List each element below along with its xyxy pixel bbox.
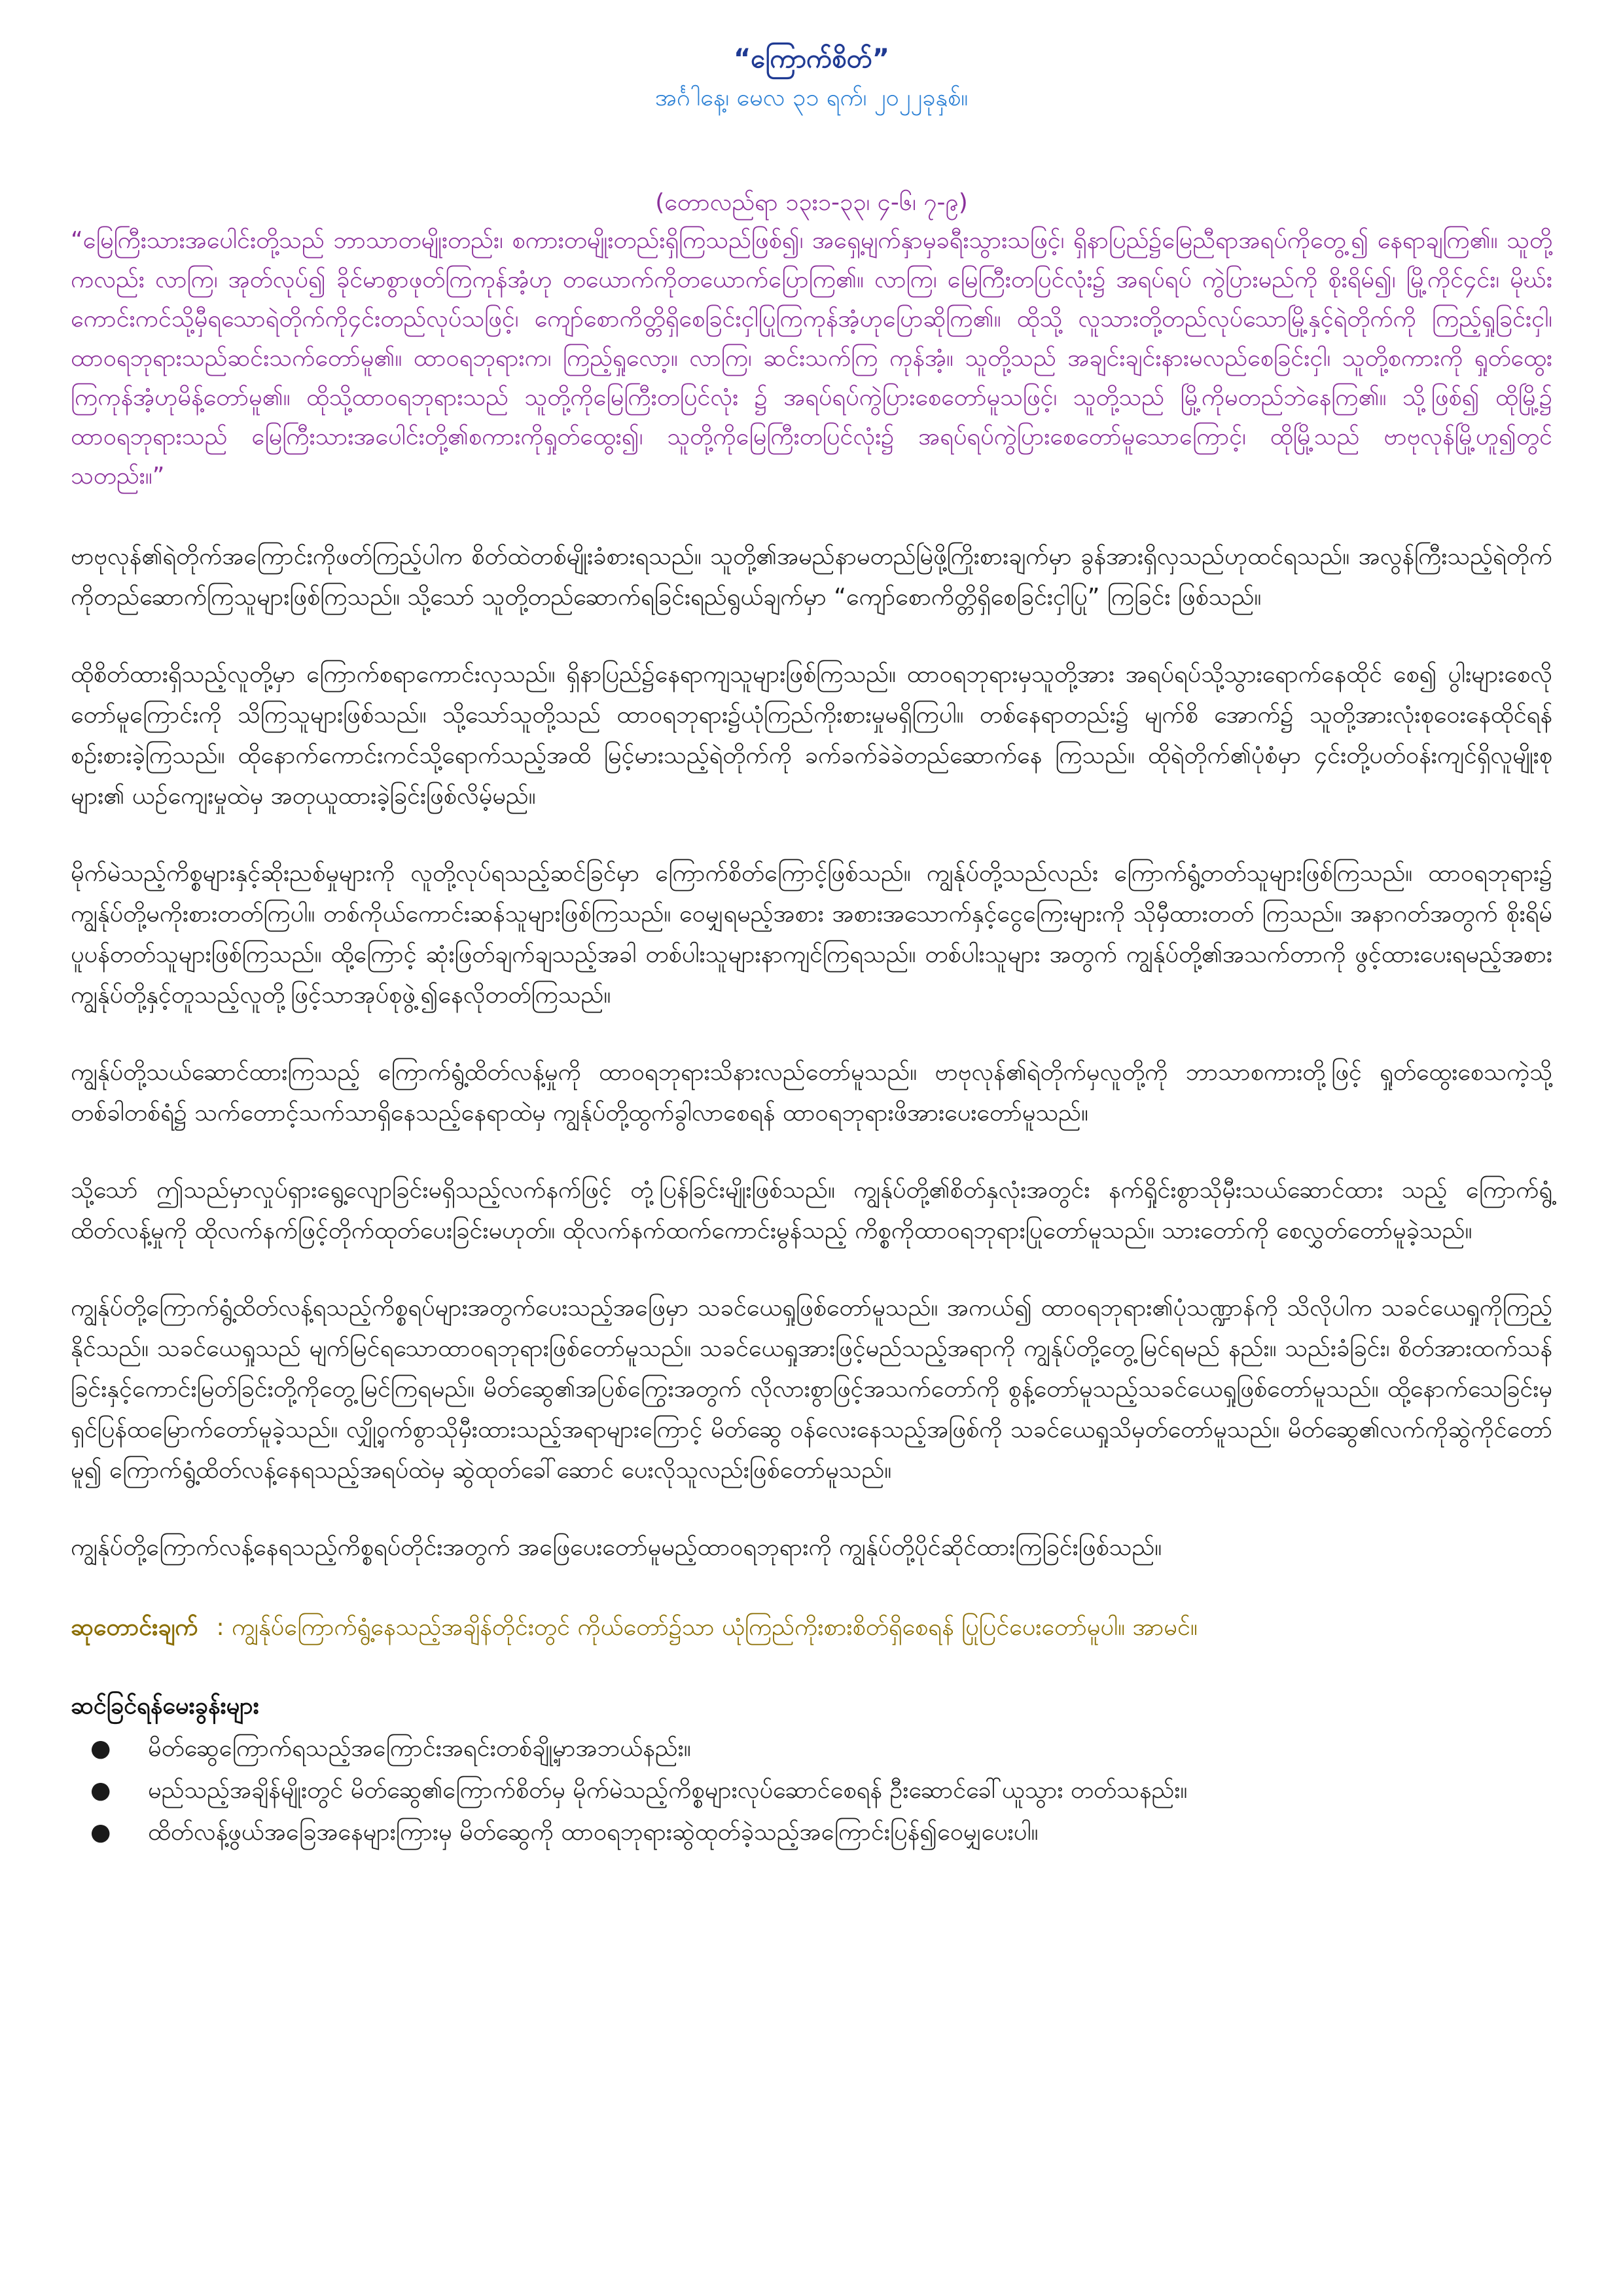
questions-list <box>71 1728 1552 1854</box>
body-paragraph: ကျွန်ုပ်တို့ကြောက်လန့်နေရသည့်ကိစ္စရပ်တိုင်းအတွက် အဖြေပေးတော်မူမည့်ထာဝရဘုရားကို ကျွန်ုပ်တို့ပိုင်ဆိုင်ထားကြခြင်းဖြစ်သည်။ <box>71 1534 1162 1561</box>
question-text: မည်သည့်အချိန်မျိုးတွင် မိတ်ဆွေ၏ကြောက်စိတ်မှ မိုက်မဲသည့်ကိစ္စများလုပ်ဆောင်စေရန် ဦးဆောင်ခေါ်ယူသွား တတ်သနည်း။ <box>148 1777 1188 1804</box>
questions-heading: ဆင်ခြင်ရန်မေးခွန်းများ <box>71 1693 259 1719</box>
bullet-icon: ● <box>90 1735 111 1762</box>
body-paragraph: ကျွန်ုပ်တို့ကြောက်ရွံ့ထိတ်လန့်ရသည့်ကိစ္စရပ်များအတွက်ပေးသည့်အဖြေမှာ သခင်ယေရှုဖြစ်တော်မူသည်။ အကယ်၍ ထာဝရဘုရား၏ပုံသဏ္ဍာန်ကို သိလိုပါက သခင်ယေရှုကိုကြည့်နိုင်သည်။ သခင်ယေရှုသည် မျက်မြင်ရသောထာဝရဘုရားဖြစ်တော်မူသည်။ သခင်ယေရှုအားဖြင့်မည်သည့်အရာကို ကျွန်ုပ်တို့တွေ့မြင်ရမည် နည်း။ သည်းခံခြင်း၊ စိတ်အားထက်သန်ခြင်းနှင့်ကောင်းမြတ်ခြင်းတို့ကိုတွေ့မြင်ကြရမည်။ မိတ်ဆွေ၏အပြစ်ကြွေးအတွက် လိုလားစွာဖြင့်အသက်တော်ကို စွန့်တော်မူသည့်သခင်ယေရှုဖြစ်တော်မူသည်။ ထို့နောက်သေခြင်းမှရှင်ပြန်ထမြောက်တော်မူခဲ့သည်။ လျှို့ဝှက်စွာသိုမှီးထားသည့်အရာများကြောင့် မိတ်ဆွေ ဝန်လေးနေသည့်အဖြစ်ကို သခင်ယေရှုသိမှတ်တော်မူသည်။ မိတ်ဆွေ၏လက်ကိုဆွဲကိုင်တော်မူ၍ ကြောက်ရွံ့ထိတ်လန့်နေရသည့်အရပ်ထဲမှ ဆွဲထုတ်ခေါ်ဆောင် ပေးလိုသူလည်းဖြစ်တော်မူသည်။ <box>71 1295 1552 1484</box>
body-paragraph: ထိုစိတ်ထားရှိသည့်လူတို့မှာ ကြောက်စရာကောင်းလှသည်။ ရှိနာပြည်၌နေရာကျသူများဖြစ်ကြသည်။ ထာဝရဘုရားမှသူတို့အား အရပ်ရပ်သို့သွားရောက်နေထိုင် စေ၍ ပွါးများစေလိုတော်မူကြောင်းကို သိကြသူများဖြစ်သည်။ သို့သော်သူတို့သည် ထာဝရဘုရား၌ယုံကြည်ကိုးစားမှုမရှိကြပါ။ တစ်နေရာတည်း၌ မျက်စိ အောက်၌ သူတို့အားလုံးစုဝေးနေထိုင်ရန်စဉ်းစားခဲ့ကြသည်။ ထိုနောက်ကောင်းကင်သို့ရောက်သည့်အထိ မြင့်မားသည့်ရဲတိုက်ကို ခက်ခက်ခဲခဲတည်ဆောက်နေ ကြသည်။ ထိုရဲတိုက်၏ပုံစံမှာ ၄င်းတို့ပတ်ဝန်းကျင်ရှိလူမျိုးစုများ၏ ယဉ်ကျေးမှုထဲမှ အတုယူထားခဲ့ခြင်းဖြစ်လိမ့်မည်။ <box>71 661 1552 810</box>
prayer-text: : ကျွန်ုပ်ကြောက်ရွံ့နေသည့်အချိန်တိုင်းတွင် ကိုယ်တော်၌သာ ယုံကြည်ကိုးစားစိတ်ရှိစေရန် ပြုပြင်ပေးတော်မူပါ။ အာမင်။ <box>216 1614 1198 1641</box>
bullet-icon: ● <box>90 1819 111 1846</box>
prayer-block <box>71 1607 1552 1648</box>
question-text: မိတ်ဆွေကြောက်ရသည့်အကြောင်းအရင်းတစ်ချို့မှာအဘယ်နည်း။ <box>148 1735 691 1762</box>
list-item <box>90 1770 1552 1812</box>
bullet-icon: ● <box>90 1777 111 1804</box>
list-item <box>90 1728 1552 1770</box>
prayer-label: ဆုတောင်းချက် <box>71 1614 198 1641</box>
list-item <box>90 1812 1552 1854</box>
devotional-page <box>71 39 1552 1854</box>
question-text: ထိတ်လန့်ဖွယ်အခြေအနေများကြားမှ မိတ်ဆွေကို ထာဝရဘုရားဆွဲထုတ်ခဲ့သည့်အကြောင်းပြန်၍ဝေမျှပေးပါ။ <box>148 1819 1039 1846</box>
scripture-reference: (တောလည်ရာ ၁၃း၁-၃၃၊ ၄-၆၊ ၇-၉) <box>655 189 968 216</box>
body-paragraph: သို့သော် ဤသည်မှာလှုပ်ရှားရွေ့လျောခြင်းမရှိသည့်လက်နက်ဖြင့် တုံ့ပြန်ခြင်းမျိုးဖြစ်သည်။ ကျွန်ုပ်တို့၏စိတ်နှလုံးအတွင်း နက်ရှိုင်းစွာသိုမှီးသယ်ဆောင်ထား သည့် ကြောက်ရွံ့ထိတ်လန့်မှုကို ထိုလက်နက်ဖြင့်တိုက်ထုတ်ပေးခြင်းမဟုတ်။ ထိုလက်နက်ထက်ကောင်းမွန်သည့် ကိစ္စကိုထာဝရဘုရားပြုတော်မူသည်။ သားတော်ကို စေလွှတ်တော်မူခဲ့သည်။ <box>71 1177 1552 1244</box>
reflection-questions <box>71 1687 1552 1854</box>
body-paragraph: ဗာဗုလုန်၏ရဲတိုက်အကြောင်းကိုဖတ်ကြည့်ပါက စိတ်ထဲတစ်မျိုးခံစားရသည်။ သူတို့၏အမည်နာမတည်မြဲဖို့ကြိုးစားချက်မှာ ခွန်အားရှိလှသည်ဟုထင်ရသည်။ အလွန်ကြီးသည့်ရဲတိုက်ကိုတည်ဆောက်ကြသူများဖြစ်ကြသည်။ သို့သော် သူတို့တည်ဆောက်ရခြင်းရည်ရွယ်ချက်မှာ “ကျော်စောကိတ္တိရှိစေခြင်းငှါပြု” ကြခြင်း ဖြစ်သည်။ <box>71 543 1552 611</box>
date-line: အင်္ဂါနေ့၊ မေလ ၃၁ ရက်၊ ၂၀၂၂ခုနှစ်။ <box>654 84 969 111</box>
page-title: “ကြောက်စိတ်” <box>734 44 889 74</box>
body-paragraph: မိုက်မဲသည့်ကိစ္စများနှင့်ဆိုးညစ်မှုများကို လူတို့လုပ်ရသည့်ဆင်ခြင်မှာ ကြောက်စိတ်ကြောင့်ဖြစ်သည်။ ကျွန်ုပ်တို့သည်လည်း ကြောက်ရွံ့တတ်သူများဖြစ်ကြသည်။ ထာဝရဘုရား၌ ကျွန်ုပ်တို့မကိုးစားတတ်ကြပါ။ တစ်ကိုယ်ကောင်းဆန်သူများဖြစ်ကြသည်။ ဝေမျှရမည့်အစား အစားအသောက်နှင့်ငွေကြေးများကို သိုမှီထားတတ် ကြသည်။ အနာဂတ်အတွက် စိုးရိမ်ပူပန်တတ်သူများဖြစ်ကြသည်။ ထို့ကြောင့် ဆုံးဖြတ်ချက်ချသည့်အခါ တစ်ပါးသူများနာကျင်ကြရသည်။ တစ်ပါးသူများ အတွက် ကျွန်ုပ်တို့၏အသက်တာကို ဖွင့်ထားပေးရမည့်အစား ကျွန်ုပ်တို့နှင့်တူသည့်လူတို့ဖြင့်သာအုပ်စုဖွဲ့၍နေလိုတတ်ကြသည်။ <box>71 860 1552 1009</box>
scripture-text: “မြေကြီးသားအပေါင်းတို့သည် ဘာသာတမျိုးတည်း၊ စကားတမျိုးတည်းရှိကြသည်ဖြစ်၍၊ အရှေ့မျက်နှာမှခရီးသွားသဖြင့်၊ ရှိနာပြည်၌မြေညီရာအရပ်ကိုတွေ့၍ နေရာချကြ၏။ သူတို့ကလည်း လာကြ၊ အုတ်လုပ်၍ ခိုင်မာစွာဖုတ်ကြကုန်အံ့ဟု တယောက်ကိုတယောက်ပြောကြ၏။ လာကြ၊ မြေကြီးတပြင်လုံး၌ အရပ်ရပ် ကွဲပြားမည်ကို စိုးရိမ်၍၊ မြို့ကိုင်၄င်း၊ မိုဃ်းကောင်းကင်သို့မှီရသောရဲတိုက်ကို၄င်းတည်လုပ်သဖြင့်၊ ကျော်စောကိတ္တိရှိစေခြင်းငှါပြုကြကုန်အံ့ဟုပြောဆိုကြ၏။ ထိုသို့ လူသားတို့တည်လုပ်သောမြို့နှင့်ရဲတိုက်ကို ကြည့်ရှုခြင်းငှါ၊ ထာဝရဘုရားသည်ဆင်းသက်တော်မူ၏။ ထာဝရဘုရားက၊ ကြည့်ရှုလော့။ လာကြ၊ ဆင်းသက်ကြ ကုန်အံ့။ သူတို့သည် အချင်းချင်းနားမလည်စေခြင်းငှါ၊ သူတို့စကားကို ရှုတ်ထွေးကြကုန်အံ့ဟုမိန့်တော်မူ၏။ ထိုသို့ထာဝရဘုရားသည် သူတို့ကိုမြေကြီးတပြင်လုံး ၌ အရပ်ရပ်ကွဲပြားစေတော်မူသဖြင့်၊ သူတို့သည် မြို့ကိုမတည်ဘဲနေကြ၏။ သို့ဖြစ်၍ ထိုမြို့၌ ထာဝရဘုရားသည် မြေကြီးသားအပေါင်းတို့၏စကားကိုရှုတ်ထွေး၍၊ သူတို့ကိုမြေကြီးတပြင်လုံး၌ အရပ်ရပ်ကွဲပြားစေတော်မူသောကြောင့်၊ ထိုမြို့သည် ဗာဗုလုန်မြို့ဟူ၍တွင်သတည်း။” <box>71 227 1552 490</box>
scripture-block <box>71 185 1552 496</box>
body-paragraph: ကျွန်ုပ်တို့သယ်ဆောင်ထားကြသည့် ကြောက်ရွံ့ထိတ်လန့်မှုကို ထာဝရဘုရားသိနားလည်တော်မူသည်။ ဗာဗုလုန်၏ရဲတိုက်မှလူတို့ကို ဘာသာစကားတို့ဖြင့် ရှုတ်ထွေးစေသကဲ့သို့ တစ်ခါတစ်ရံ၌ သက်တောင့်သက်သာရှိနေသည့်နေရာထဲမှ ကျွန်ုပ်တို့ထွက်ခွါလာစေရန် ထာဝရဘုရားဖိအားပေးတော်မူသည်။ <box>71 1059 1552 1126</box>
